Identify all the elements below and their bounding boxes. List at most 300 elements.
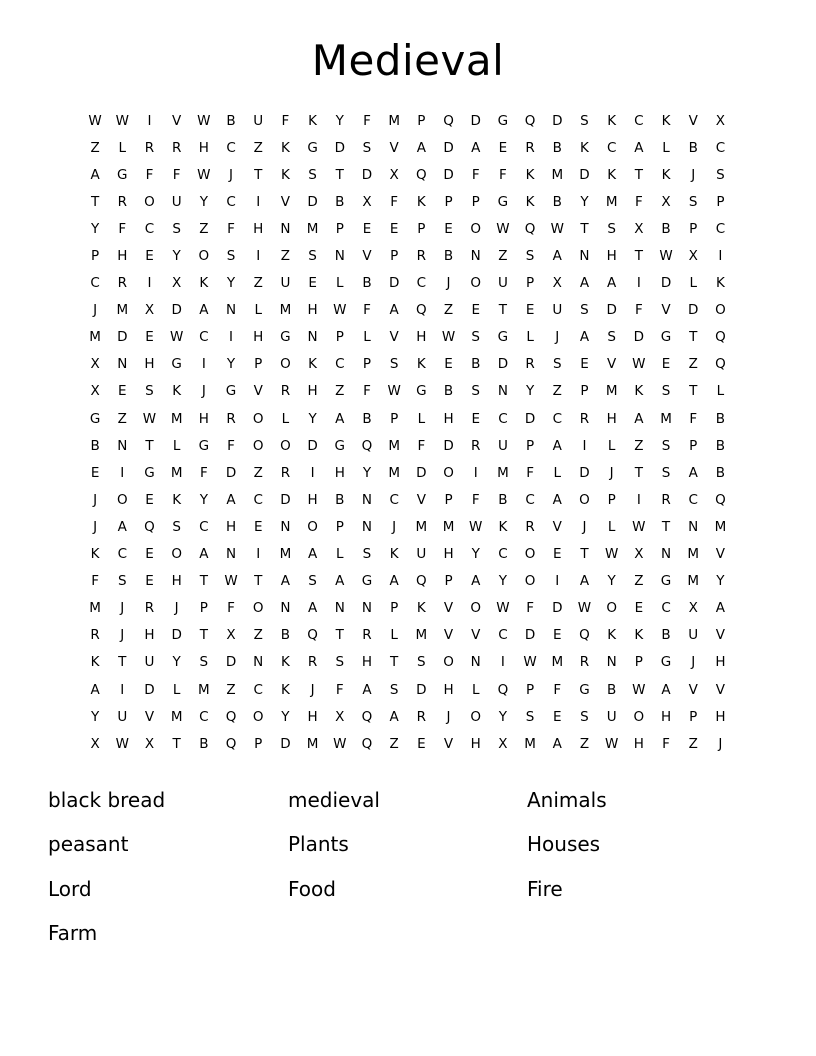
grid-letter: T: [199, 573, 208, 590]
grid-letter: Q: [225, 708, 237, 725]
grid-letter: D: [524, 410, 536, 427]
grid-letter: N: [117, 437, 128, 454]
grid-letter: G: [497, 112, 509, 129]
grid-letter: Q: [416, 302, 427, 319]
grid-letter: Q: [416, 166, 427, 183]
grid-letter: Q: [416, 573, 427, 590]
grid-letter: R: [471, 437, 481, 454]
grid-letter: M: [551, 654, 564, 671]
grid-letter: F: [471, 491, 480, 508]
grid-letter: M: [89, 600, 101, 617]
grid-letter: G: [280, 329, 291, 346]
grid-letter: H: [443, 546, 454, 563]
grid-letter: O: [171, 546, 182, 563]
grid-letter: Q: [715, 329, 726, 346]
grid-letter: M: [388, 437, 400, 454]
grid-letter: V: [607, 356, 617, 373]
grid-letter: H: [117, 248, 128, 265]
grid-letter: M: [170, 410, 183, 427]
grid-letter: I: [120, 464, 125, 481]
word-list-item: Food: [288, 876, 336, 901]
grid-letter: I: [473, 464, 478, 481]
grid-letter: O: [524, 573, 536, 590]
grid-letter: Q: [225, 735, 237, 752]
grid-letter: W: [88, 112, 102, 129]
word-list-item: peasant: [48, 832, 129, 856]
grid-letter: G: [660, 329, 672, 346]
grid-letter: N: [579, 248, 590, 265]
grid-letter: V: [471, 627, 481, 644]
grid-letter: X: [688, 600, 698, 617]
grid-letter: L: [417, 410, 426, 427]
grid-letter: S: [471, 329, 480, 346]
grid-letter: K: [634, 383, 644, 400]
grid-letter: V: [144, 708, 155, 725]
grid-letter: P: [390, 600, 399, 617]
grid-letter: P: [335, 220, 344, 237]
grid-letter: L: [689, 275, 697, 292]
grid-letter: W: [632, 681, 646, 698]
grid-letter: H: [361, 654, 373, 671]
grid-letter: S: [172, 220, 181, 237]
grid-letter: A: [389, 708, 399, 725]
grid-letter: E: [525, 302, 535, 319]
grid-letter: W: [550, 220, 564, 237]
grid-letter: M: [497, 464, 509, 481]
grid-letter: X: [552, 275, 562, 292]
grid-letter: N: [307, 329, 318, 346]
grid-letter: X: [389, 166, 399, 183]
grid-letter: E: [389, 220, 399, 237]
grid-letter: H: [253, 220, 264, 237]
grid-letter: K: [199, 275, 209, 292]
grid-letter: S: [308, 573, 317, 590]
grid-letter: G: [660, 573, 672, 590]
grid-letter: K: [607, 627, 617, 644]
grid-letter: U: [416, 546, 427, 563]
grid-letter: E: [308, 275, 317, 292]
grid-letter: Z: [634, 437, 644, 454]
grid-letter: D: [579, 166, 590, 183]
grid-letter: K: [634, 627, 644, 644]
grid-letter: K: [172, 491, 182, 508]
grid-letter: K: [308, 356, 318, 373]
grid-letter: U: [253, 112, 264, 129]
grid-letter: Y: [580, 193, 589, 210]
grid-letter: S: [362, 546, 372, 563]
grid-letter: P: [444, 193, 453, 210]
grid-letter: L: [118, 139, 127, 156]
grid-letter: C: [498, 410, 508, 427]
grid-letter: T: [254, 573, 263, 590]
grid-letter: H: [253, 329, 264, 346]
grid-letter: Z: [498, 248, 508, 265]
grid-letter: S: [417, 654, 426, 671]
grid-letter: Z: [389, 735, 399, 752]
grid-letter: A: [552, 735, 562, 752]
grid-letter: C: [90, 275, 100, 292]
grid-letter: H: [307, 383, 318, 400]
grid-letter: N: [280, 220, 291, 237]
grid-letter: L: [471, 681, 480, 698]
grid-letter: G: [117, 166, 128, 183]
grid-letter: P: [471, 193, 480, 210]
grid-letter: E: [553, 546, 562, 563]
grid-letter: N: [253, 654, 264, 671]
grid-letter: V: [688, 681, 698, 698]
grid-letter: S: [580, 112, 589, 129]
grid-letter: G: [334, 437, 346, 454]
grid-letter: G: [307, 139, 318, 156]
grid-letter: P: [689, 437, 698, 454]
grid-letter: S: [607, 220, 616, 237]
grid-letter: E: [471, 302, 480, 319]
grid-letter: X: [90, 735, 100, 752]
grid-letter: P: [417, 220, 426, 237]
grid-letter: D: [388, 275, 400, 292]
grid-letter: I: [310, 464, 315, 481]
grid-letter: D: [307, 193, 318, 210]
grid-letter: B: [199, 735, 209, 752]
grid-letter: D: [225, 464, 237, 481]
grid-letter: A: [471, 139, 481, 156]
grid-letter: U: [497, 437, 508, 454]
grid-letter: H: [307, 491, 318, 508]
grid-letter: A: [389, 302, 399, 319]
grid-letter: Y: [498, 573, 508, 590]
grid-letter: L: [607, 518, 616, 535]
grid-letter: D: [633, 329, 645, 346]
grid-letter: P: [362, 356, 372, 373]
grid-letter: S: [552, 356, 562, 373]
grid-letter: D: [660, 275, 672, 292]
grid-letter: B: [715, 410, 726, 427]
grid-letter: M: [198, 681, 210, 698]
grid-letter: K: [280, 681, 290, 698]
grid-letter: G: [171, 356, 182, 373]
grid-letter: K: [280, 166, 290, 183]
word-list-item: Houses: [527, 832, 601, 856]
grid-letter: S: [661, 464, 671, 481]
grid-letter: B: [552, 193, 562, 210]
grid-letter: K: [416, 356, 426, 373]
grid-letter: D: [171, 627, 182, 644]
grid-letter: J: [555, 329, 560, 346]
grid-letter: F: [118, 220, 127, 237]
grid-letter: W: [469, 518, 483, 535]
grid-letter: A: [579, 329, 590, 346]
grid-letter: M: [170, 708, 183, 725]
grid-letter: Q: [144, 518, 155, 535]
grid-letter: I: [120, 681, 125, 698]
grid-letter: N: [334, 248, 345, 265]
grid-letter: U: [688, 627, 699, 644]
grid-letter: M: [687, 573, 700, 590]
grid-letter: K: [389, 546, 399, 563]
grid-letter: I: [636, 275, 641, 292]
grid-letter: P: [526, 275, 535, 292]
grid-letter: I: [582, 437, 587, 454]
grid-letter: R: [307, 654, 318, 671]
grid-letter: R: [661, 491, 671, 508]
grid-letter: N: [470, 654, 481, 671]
grid-letter: I: [201, 356, 206, 373]
grid-letter: M: [388, 112, 400, 129]
grid-letter: W: [632, 518, 646, 535]
grid-letter: M: [687, 546, 700, 563]
grid-letter: D: [470, 112, 481, 129]
grid-letter: B: [362, 275, 372, 292]
grid-letter: F: [526, 464, 534, 481]
grid-letter: I: [500, 654, 505, 671]
grid-letter: Q: [361, 708, 373, 725]
grid-letter: U: [606, 708, 617, 725]
grid-letter: Z: [634, 573, 644, 590]
grid-letter: C: [117, 546, 127, 563]
grid-letter: J: [446, 708, 451, 725]
grid-letter: H: [144, 356, 155, 373]
grid-letter: W: [604, 546, 619, 563]
grid-letter: T: [689, 329, 698, 346]
grid-letter: F: [227, 600, 235, 617]
grid-letter: P: [254, 356, 263, 373]
grid-letter: G: [660, 654, 672, 671]
grid-letter: N: [606, 654, 617, 671]
grid-letter: E: [444, 220, 453, 237]
grid-letter: J: [93, 491, 98, 508]
grid-letter: D: [524, 627, 536, 644]
grid-letter: T: [390, 654, 399, 671]
grid-letter: Q: [524, 220, 536, 237]
grid-letter: D: [307, 437, 318, 454]
grid-letter: N: [225, 546, 237, 563]
grid-letter: E: [498, 139, 508, 156]
grid-letter: O: [715, 302, 726, 319]
grid-letter: A: [579, 573, 590, 590]
grid-letter: N: [361, 518, 373, 535]
grid-letter: C: [715, 139, 726, 156]
grid-letter: S: [525, 708, 535, 725]
grid-letter: Y: [199, 491, 208, 508]
grid-letter: E: [362, 220, 372, 237]
grid-letter: W: [496, 220, 510, 237]
grid-letter: Z: [688, 356, 698, 373]
grid-letter: Y: [281, 708, 290, 725]
grid-letter: F: [417, 437, 426, 454]
grid-letter: Z: [335, 383, 345, 400]
grid-letter: A: [715, 600, 726, 617]
grid-letter: O: [252, 708, 264, 725]
grid-letter: J: [609, 464, 614, 481]
grid-letter: K: [498, 518, 508, 535]
grid-letter: M: [306, 735, 319, 752]
grid-letter: W: [115, 112, 129, 129]
grid-letter: D: [416, 464, 427, 481]
grid-letter: G: [497, 329, 509, 346]
grid-letter: J: [120, 627, 125, 644]
grid-letter: W: [496, 600, 510, 617]
grid-letter: P: [716, 193, 725, 210]
grid-letter: O: [116, 491, 128, 508]
grid-letter: Q: [524, 112, 536, 129]
grid-letter: D: [497, 356, 509, 373]
word-list-item: Farm: [48, 921, 98, 945]
grid-letter: H: [443, 410, 454, 427]
grid-letter: V: [688, 112, 698, 129]
grid-letter: A: [90, 166, 100, 183]
grid-letter: W: [333, 302, 347, 319]
grid-letter: B: [335, 491, 345, 508]
grid-letter: O: [252, 437, 264, 454]
grid-letter: V: [253, 383, 263, 400]
puzzle-title: Medieval: [311, 36, 505, 85]
grid-letter: W: [659, 248, 673, 265]
grid-letter: C: [688, 491, 698, 508]
grid-letter: F: [390, 193, 399, 210]
grid-letter: V: [280, 193, 291, 210]
word-list-item: Lord: [48, 876, 92, 901]
grid-letter: P: [417, 112, 426, 129]
grid-letter: L: [172, 681, 181, 698]
grid-letter: G: [416, 383, 427, 400]
grid-letter: C: [253, 491, 263, 508]
grid-letter: S: [335, 654, 345, 671]
grid-letter: F: [363, 302, 371, 319]
grid-letter: S: [580, 302, 589, 319]
grid-letter: D: [552, 600, 563, 617]
grid-letter: F: [145, 166, 154, 183]
grid-letter: F: [499, 166, 507, 183]
grid-letter: X: [498, 735, 508, 752]
grid-letter: O: [443, 654, 454, 671]
grid-letter: C: [661, 600, 671, 617]
grid-letter: S: [117, 573, 127, 590]
grid-letter: T: [498, 302, 508, 319]
grid-letter: S: [471, 383, 480, 400]
grid-letter: T: [661, 518, 671, 535]
grid-letter: O: [470, 708, 482, 725]
grid-letter: S: [688, 193, 698, 210]
grid-letter: S: [661, 437, 671, 454]
grid-letter: W: [169, 329, 184, 346]
grid-letter: O: [144, 193, 155, 210]
grid-letter: E: [471, 410, 480, 427]
grid-letter: J: [691, 654, 696, 671]
grid-letter: H: [307, 708, 318, 725]
grid-letter: W: [333, 735, 347, 752]
grid-letter: B: [715, 464, 726, 481]
grid-letter: O: [252, 600, 264, 617]
grid-letter: F: [227, 437, 235, 454]
grid-letter: R: [171, 139, 182, 156]
grid-letter: C: [253, 681, 263, 698]
grid-letter: Q: [361, 437, 373, 454]
grid-letter: O: [579, 491, 590, 508]
grid-letter: H: [715, 708, 726, 725]
grid-letter: R: [90, 627, 100, 644]
grid-letter: J: [201, 383, 206, 400]
grid-letter: C: [525, 491, 535, 508]
grid-letter: Q: [307, 627, 318, 644]
grid-letter: M: [306, 220, 319, 237]
grid-letter: H: [198, 139, 209, 156]
grid-letter: D: [606, 302, 617, 319]
grid-letter: H: [144, 627, 155, 644]
grid-letter: F: [335, 681, 344, 698]
grid-letter: C: [552, 410, 562, 427]
grid-letter: I: [636, 491, 641, 508]
grid-letter: Q: [497, 681, 509, 698]
grid-letter: G: [144, 464, 155, 481]
grid-letter: X: [661, 193, 671, 210]
grid-letter: X: [634, 546, 644, 563]
grid-letter: L: [172, 437, 181, 454]
grid-letter: Y: [226, 356, 236, 373]
word-search-grid: [82, 107, 735, 757]
grid-letter: B: [661, 627, 671, 644]
grid-letter: A: [416, 139, 426, 156]
word-list: [0, 777, 816, 955]
grid-letter: I: [718, 248, 723, 265]
grid-letter: A: [471, 573, 481, 590]
grid-letter: J: [174, 600, 179, 617]
grid-letter: Y: [90, 708, 100, 725]
grid-letter: Y: [498, 708, 508, 725]
grid-letter: B: [335, 193, 345, 210]
grid-letter: C: [498, 627, 508, 644]
grid-letter: G: [579, 681, 590, 698]
grid-letter: C: [606, 139, 617, 156]
grid-letter: R: [280, 383, 291, 400]
grid-letter: C: [199, 708, 209, 725]
grid-letter: B: [280, 627, 291, 644]
grid-letter: K: [172, 383, 182, 400]
grid-letter: L: [607, 437, 616, 454]
grid-letter: Z: [443, 302, 454, 319]
grid-letter: N: [660, 546, 672, 563]
grid-letter: H: [225, 518, 237, 535]
grid-letter: Z: [199, 220, 209, 237]
word-list-column: [527, 777, 767, 911]
grid-letter: O: [470, 275, 482, 292]
grid-letter: N: [470, 248, 481, 265]
grid-letter: J: [392, 518, 397, 535]
grid-letter: A: [607, 275, 617, 292]
grid-letter: A: [90, 681, 100, 698]
grid-letter: D: [443, 437, 454, 454]
grid-letter: Z: [579, 735, 590, 752]
grid-letter: J: [718, 735, 723, 752]
grid-letter: E: [417, 735, 426, 752]
grid-letter: O: [307, 518, 318, 535]
grid-letter: X: [335, 708, 345, 725]
grid-letter: I: [256, 248, 261, 265]
grid-letter: T: [580, 546, 589, 563]
grid-letter: R: [579, 410, 590, 427]
grid-letter: K: [607, 166, 617, 183]
grid-letter: W: [523, 654, 537, 671]
grid-letter: F: [227, 220, 235, 237]
word-list-item: Animals: [527, 787, 607, 812]
grid-letter: L: [336, 546, 344, 563]
grid-letter: A: [199, 546, 209, 563]
grid-letter: B: [498, 491, 508, 508]
grid-letter: K: [661, 112, 671, 129]
grid-letter: K: [416, 193, 426, 210]
grid-letter: W: [577, 600, 592, 617]
grid-letter: M: [660, 410, 672, 427]
grid-letter: A: [634, 410, 644, 427]
